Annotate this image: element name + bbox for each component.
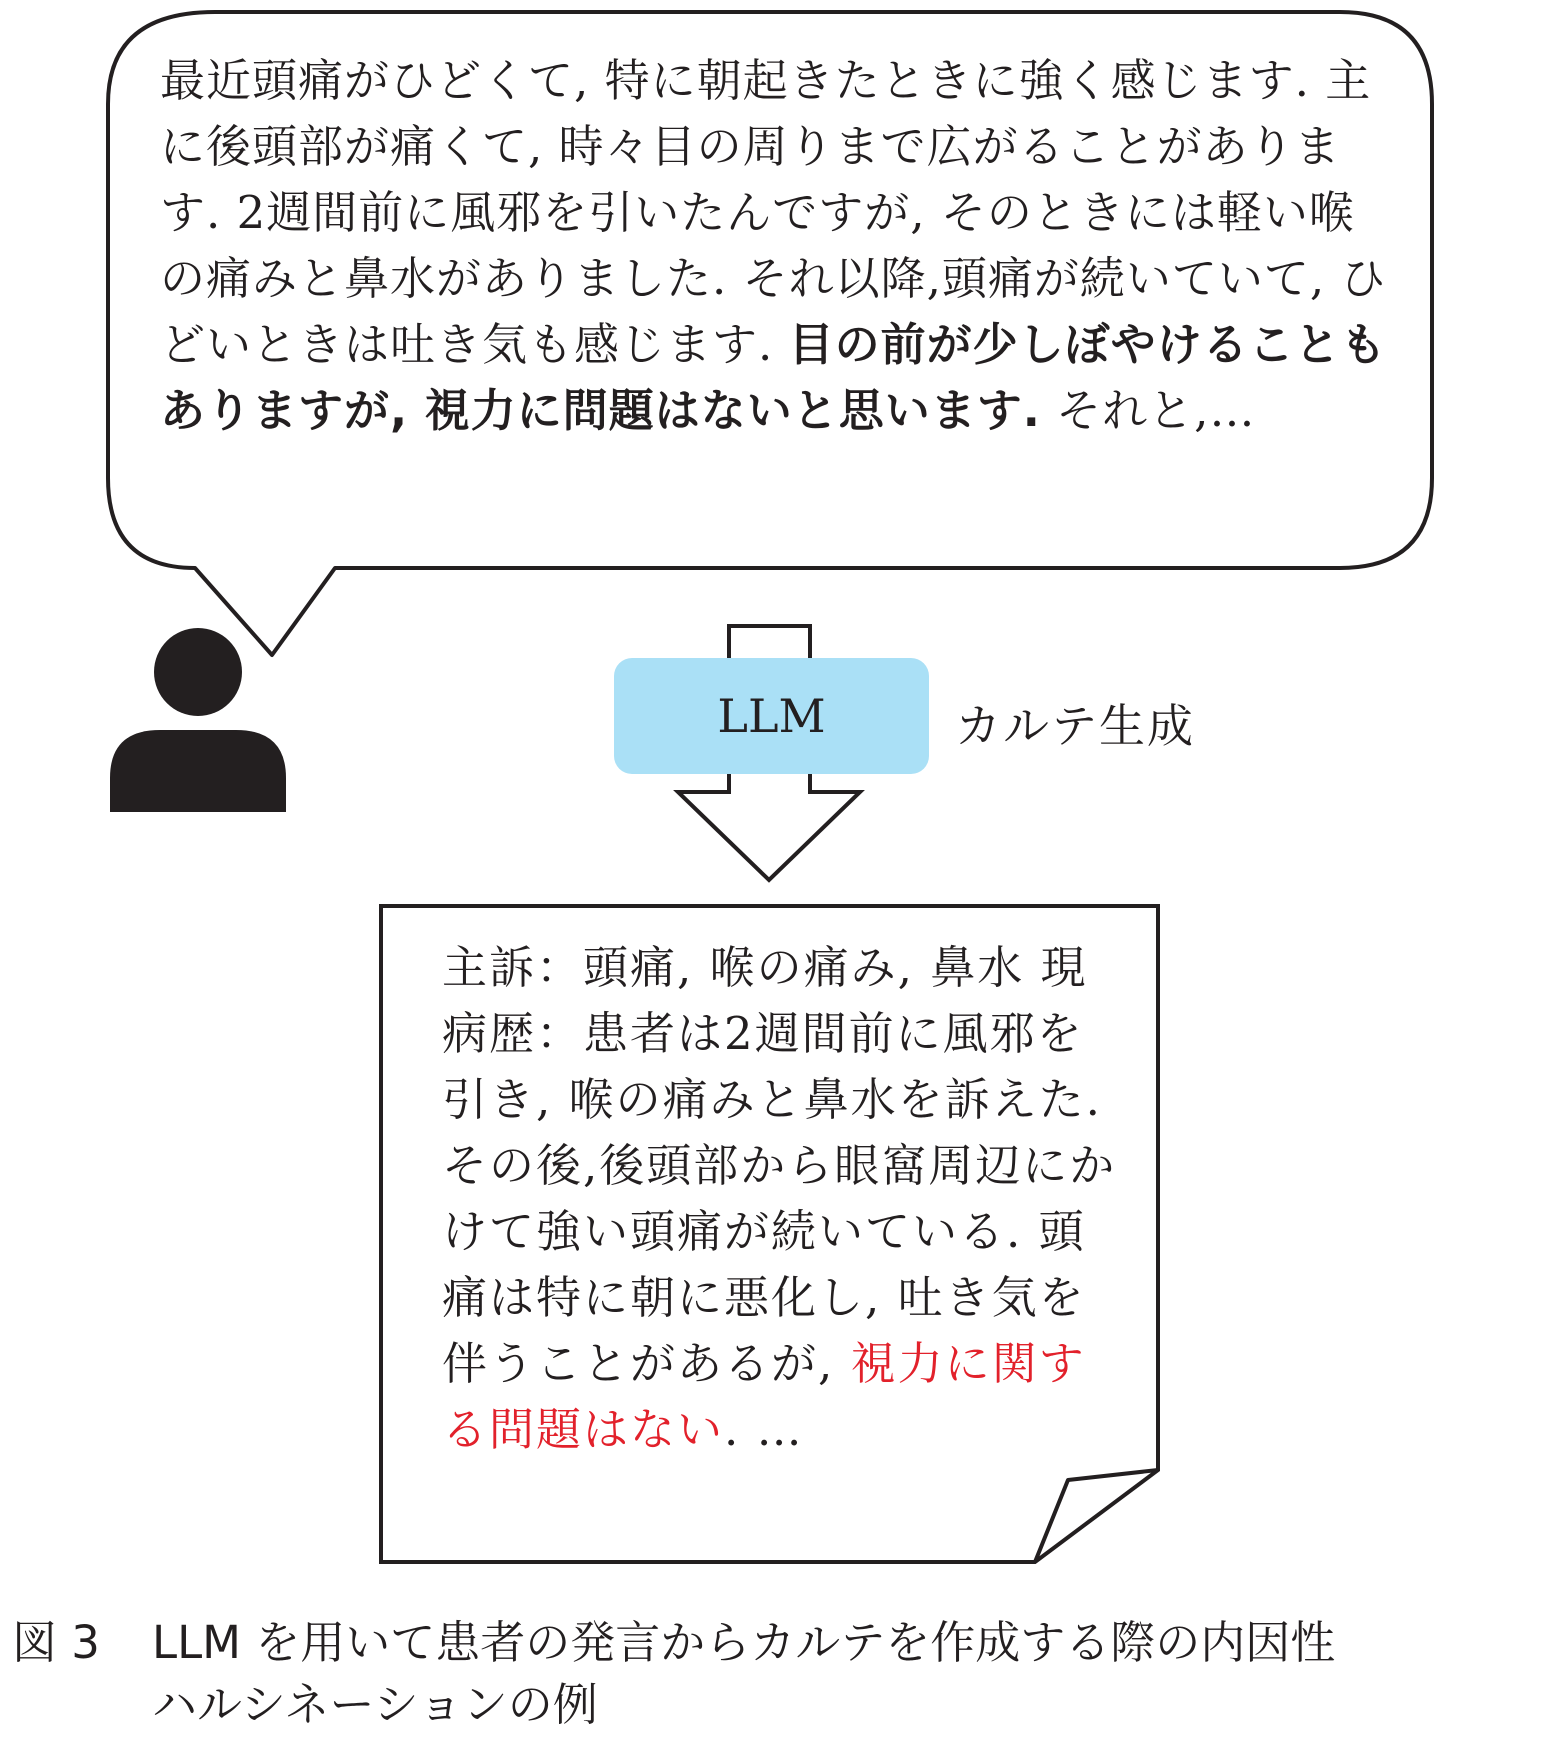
patient-speech-text	[160, 48, 1400, 444]
record-text-plain: 主訴：頭痛, 喉の痛み, 鼻水 現病歴：患者は2週間前に風邪を引き, 喉の痛みと鼻水を訴えた. その後,後頭部から眼窩周辺にかけて強い頭痛が続いている. 頭痛は特に朝に悪化し, 吐き気を伴うことがあるが,	[442, 941, 1117, 1390]
speech-text-tail: それと,…	[1040, 384, 1256, 437]
figure-caption	[12, 1612, 1532, 1736]
person-icon	[110, 628, 286, 812]
process-label: カルテ生成	[955, 699, 1195, 753]
caption-line-1: LLM を用いて患者の発言からカルテを作成する際の内因性	[152, 1616, 1336, 1669]
llm-label: LLM	[717, 689, 826, 743]
speech-text-bold: 目の前が少しぼやけることもありますが, 視力に問題はないと思います.	[160, 318, 1387, 437]
medical-record-text	[442, 935, 1118, 1463]
llm-box	[614, 658, 929, 774]
figure-number: 図 3	[12, 1616, 100, 1669]
speech-text-plain: 最近頭痛がひどくて, 特に朝起きたときに強く感じます. 主に後頭部が痛くて, 時々目の周りまで広がることがあります. 2週間前に風邪を引いたんですが, そのときには軽い喉の痛みと鼻水がありました. それ以降,頭痛が続いていて, ひどいときは吐き気も感じます.	[160, 54, 1387, 371]
record-text-tail: . …	[724, 1403, 804, 1456]
record-text-hallucination: 視力に関する問題はない	[442, 1337, 1086, 1456]
caption-line-2: ハルシネーションの例	[152, 1678, 598, 1731]
